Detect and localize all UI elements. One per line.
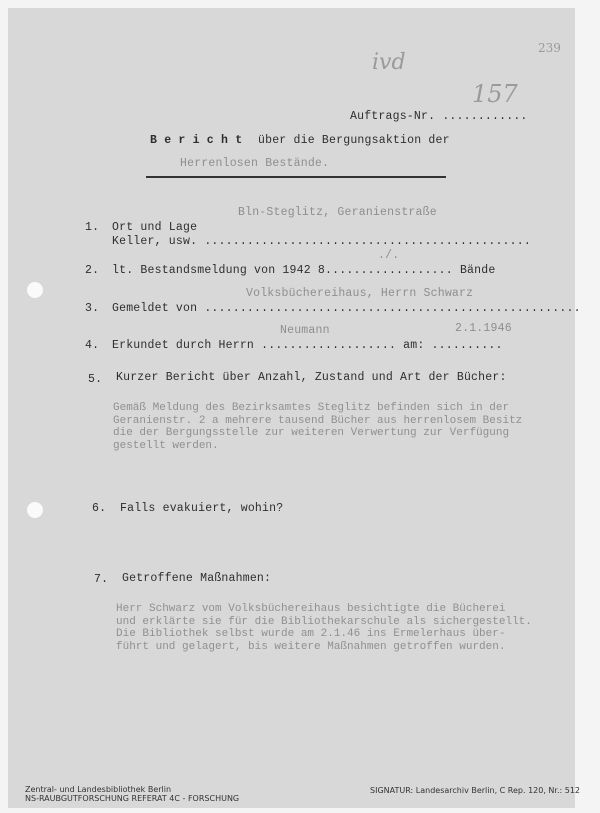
item-3-value: Volksbüchereihaus, Herrn Schwarz [246,287,474,300]
item-2-number: 2. [85,264,100,277]
item-2-label: lt. Bestandsmeldung von 1942 8.................. Bände [112,264,496,277]
handwritten-order-number: 157 [472,80,518,108]
item-3-label: Gemeldet von ..................................................... [112,302,581,315]
item-4-value: Neumann [280,324,330,337]
footer-signature: SIGNATUR: Landesarchiv Berlin, C Rep. 120, Nr.: 512 [370,786,581,795]
item-1-label2: Keller, usw. .............................................. [112,235,531,248]
item-7-number: 7. [94,573,109,586]
punch-hole [27,282,43,298]
subtitle: Herrenlosen Bestände. [180,157,330,170]
footer-institution: Zentral- und Landesbibliothek Berlin [25,785,172,794]
punch-hole [27,502,43,518]
item-1-label: Ort und Lage [112,221,198,234]
item-1-value: Bln-Steglitz, Geranienstraße [238,206,437,219]
item-1-number: 1. [85,221,100,234]
item-5-text: Gemäß Meldung des Bezirksamtes Steglitz befinden sich in der Geranienstr. 2 a mehrere tausend Bücher aus herrenlosem Besitz die der Bergungsstelle zur weiteren Verwertung zur Verfügung gestellt werden. [113,402,523,452]
title-underline [146,176,446,178]
item-4-label: Erkundet durch Herrn ................... am: .......... [112,339,503,352]
footer-department: NS-RAUBGUTFORSCHUNG REFERAT 4C - FORSCHUNG [25,794,240,803]
item-5-label: Kurzer Bericht über Anzahl, Zustand und Art der Bücher: [116,371,507,384]
item-5-number: 5. [88,373,103,386]
item-4-date: 2.1.1946 [455,322,512,335]
item-6-label: Falls evakuiert, wohin? [120,502,284,515]
item-2-value: ./. [378,249,400,262]
title: über die Bergungsaktion der [258,134,450,147]
item-7-text: Herr Schwarz vom Volksbüchereihaus besichtigte die Bücherei und erklärte sie für die Bibliothekarschule als sichergestellt. Die Bibliothek selbst wurde am 2.1.46 ins Ermelerhaus über- führt und gelagert, bis weitere Maßnahmen getroffen wurden. [116,603,532,653]
item-3-number: 3. [85,302,100,315]
page-number: 239 [538,41,561,55]
item-4-number: 4. [85,339,100,352]
item-6-number: 6. [92,502,107,515]
handwritten-initials: ivd [372,50,406,75]
order-number-label: Auftrags-Nr. ............ [350,110,528,123]
item-7-label: Getroffene Maßnahmen: [122,572,272,585]
title-spaced: B e r i c h t [150,134,243,147]
